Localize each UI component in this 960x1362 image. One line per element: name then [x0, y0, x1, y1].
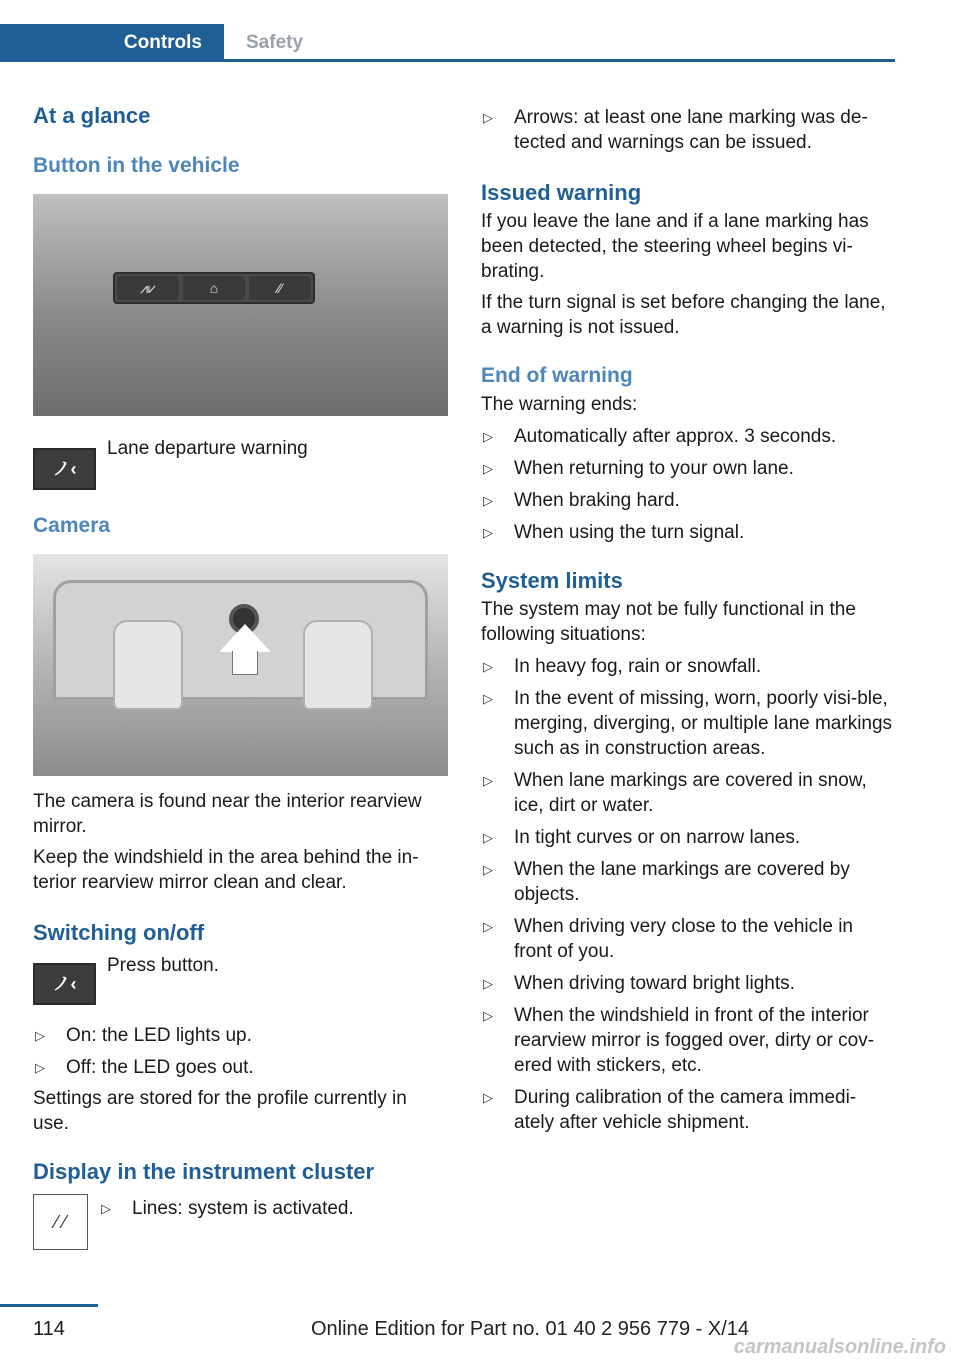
tab-safety[interactable]: Safety [246, 32, 304, 53]
list-item [33, 1023, 448, 1048]
end-intro: The warning ends: [481, 394, 638, 415]
bullet-icon: ▷ [483, 1090, 493, 1105]
list-item [481, 768, 896, 818]
list-item-text: When braking hard. [514, 490, 680, 511]
cluster-row [33, 1194, 448, 1254]
lane-button-icon: ノ‹ [33, 963, 96, 1005]
heading-display: Display in the instrument cluster [33, 1159, 375, 1184]
photo-button-seg-2: ⌂ [183, 276, 245, 300]
list-item [481, 686, 896, 761]
list-item-text: Lines: system is activated. [132, 1198, 354, 1219]
footer-edition: Online Edition for Part no. 01 40 2 956 779 - X/14 [310, 1318, 750, 1340]
bullet-icon: ▷ [483, 461, 493, 476]
issued-paragraph-2: If the turn signal is set before changing the lane, a warning is not issued. [481, 292, 886, 338]
cluster-lines-icon: ⁄ ⁄ [33, 1194, 88, 1250]
list-item [481, 520, 896, 545]
bullet-icon: ▷ [35, 1060, 45, 1075]
footer-rule [0, 1304, 98, 1307]
bullet-icon: ▷ [483, 110, 493, 125]
camera-paragraph-1: The camera is found near the interior rearview mirror. [33, 791, 422, 837]
list-item-text: During calibration of the camera immedi‐ately after vehicle shipment. [514, 1087, 857, 1133]
press-button-label: Press button. [107, 955, 219, 976]
list-item-text: In heavy fog, rain or snowfall. [514, 656, 762, 677]
bullet-icon: ▷ [483, 919, 493, 934]
list-item-text: When driving very close to the vehicle in front of you. [514, 916, 853, 962]
tab-controls[interactable]: Controls [0, 24, 224, 60]
camera-photo [33, 554, 448, 776]
list-item-text: When driving toward bright lights. [514, 973, 795, 994]
heading-system-limits: System limits [481, 568, 623, 593]
photo-button-seg-3: ⁄⁄ [249, 276, 311, 300]
issued-paragraph-1: If you leave the lane and if a lane marking has been detected, the steering wheel begins vi‐brating. [481, 211, 869, 282]
list-item [481, 1003, 896, 1078]
settings-paragraph: Settings are stored for the profile currently in use. [33, 1088, 407, 1134]
list-item-text: When using the turn signal. [514, 522, 745, 543]
bullet-icon: ▷ [483, 493, 493, 508]
switch-list [33, 1023, 448, 1080]
lane-departure-icon: ノ‹ [33, 448, 96, 490]
left-column [33, 100, 448, 1254]
list-item-text: When the windshield in front of the interior rearview mirror is fogged over, dirty or cov‐ered with stickers, etc. [514, 1005, 875, 1076]
page-number: 114 [33, 1318, 65, 1340]
list-item-text: In the event of missing, worn, poorly visi‐ble, merging, diverging, or multiple lane markings such as in construction areas. [514, 688, 893, 759]
photo-button-strip [113, 272, 315, 304]
list-item [481, 456, 896, 481]
right-column [481, 100, 896, 1135]
heading-end-of-warning: End of warning [481, 364, 633, 387]
bullet-icon: ▷ [483, 1008, 493, 1023]
heading-at-a-glance: At a glance [33, 103, 151, 128]
list-item-text: When the lane markings are covered by objects. [514, 859, 850, 905]
bullet-icon: ▷ [483, 525, 493, 540]
camera-arrow-stem [232, 651, 258, 675]
heading-issued-warning: Issued warning [481, 180, 642, 205]
list-item [481, 971, 896, 996]
bullet-icon: ▷ [483, 691, 493, 706]
bullet-icon: ▷ [483, 862, 493, 877]
list-item [33, 1055, 448, 1080]
list-item [481, 857, 896, 907]
list-item-text: Arrows: at least one lane marking was de‐tected and warnings can be issued. [514, 107, 868, 153]
camera-paragraph-2: Keep the windshield in the area behind the in‐terior rearview mirror clean and clear. [33, 847, 419, 893]
bullet-icon: ▷ [483, 773, 493, 788]
bullet-icon: ▷ [483, 830, 493, 845]
limits-intro: The system may not be fully functional in the following situations: [481, 599, 856, 645]
camera-arrow-icon [219, 624, 271, 652]
bullet-icon: ▷ [483, 429, 493, 444]
watermark: carmanualsonline.info [733, 1336, 946, 1358]
list-item [481, 654, 896, 679]
end-list [481, 424, 896, 545]
header-tabs [0, 24, 895, 62]
limits-list [481, 654, 896, 1135]
list-item [481, 488, 896, 513]
bullet-icon: ▷ [483, 976, 493, 991]
list-item [481, 825, 896, 850]
heading-switching: Switching on/off [33, 920, 205, 945]
list-item [99, 1196, 448, 1221]
list-item [481, 1085, 896, 1135]
camera-seat-left [113, 620, 183, 710]
photo-button-seg-1: ⩘⩗ [117, 276, 179, 300]
bullet-icon: ▷ [35, 1028, 45, 1043]
bullet-icon: ▷ [483, 659, 493, 674]
list-item-text: Off: the LED goes out. [66, 1057, 254, 1078]
list-item-text: Automatically after approx. 3 seconds. [514, 426, 837, 447]
bullet-icon: ▷ [101, 1201, 111, 1216]
list-item-text: In tight curves or on narrow lanes. [514, 827, 801, 848]
list-item-text: When returning to your own lane. [514, 458, 794, 479]
list-item [481, 105, 896, 155]
press-button-row [33, 953, 448, 1005]
lane-departure-label: Lane departure warning [107, 438, 308, 459]
heading-camera: Camera [33, 514, 111, 537]
list-item [481, 914, 896, 964]
list-item [481, 424, 896, 449]
heading-button-in-vehicle: Button in the vehicle [33, 154, 240, 177]
camera-seat-right [303, 620, 373, 710]
lane-warning-row [33, 436, 448, 492]
list-item-text: On: the LED lights up. [66, 1025, 252, 1046]
list-item-text: When lane markings are covered in snow, ice, dirt or water. [514, 770, 867, 816]
button-photo [33, 194, 448, 416]
